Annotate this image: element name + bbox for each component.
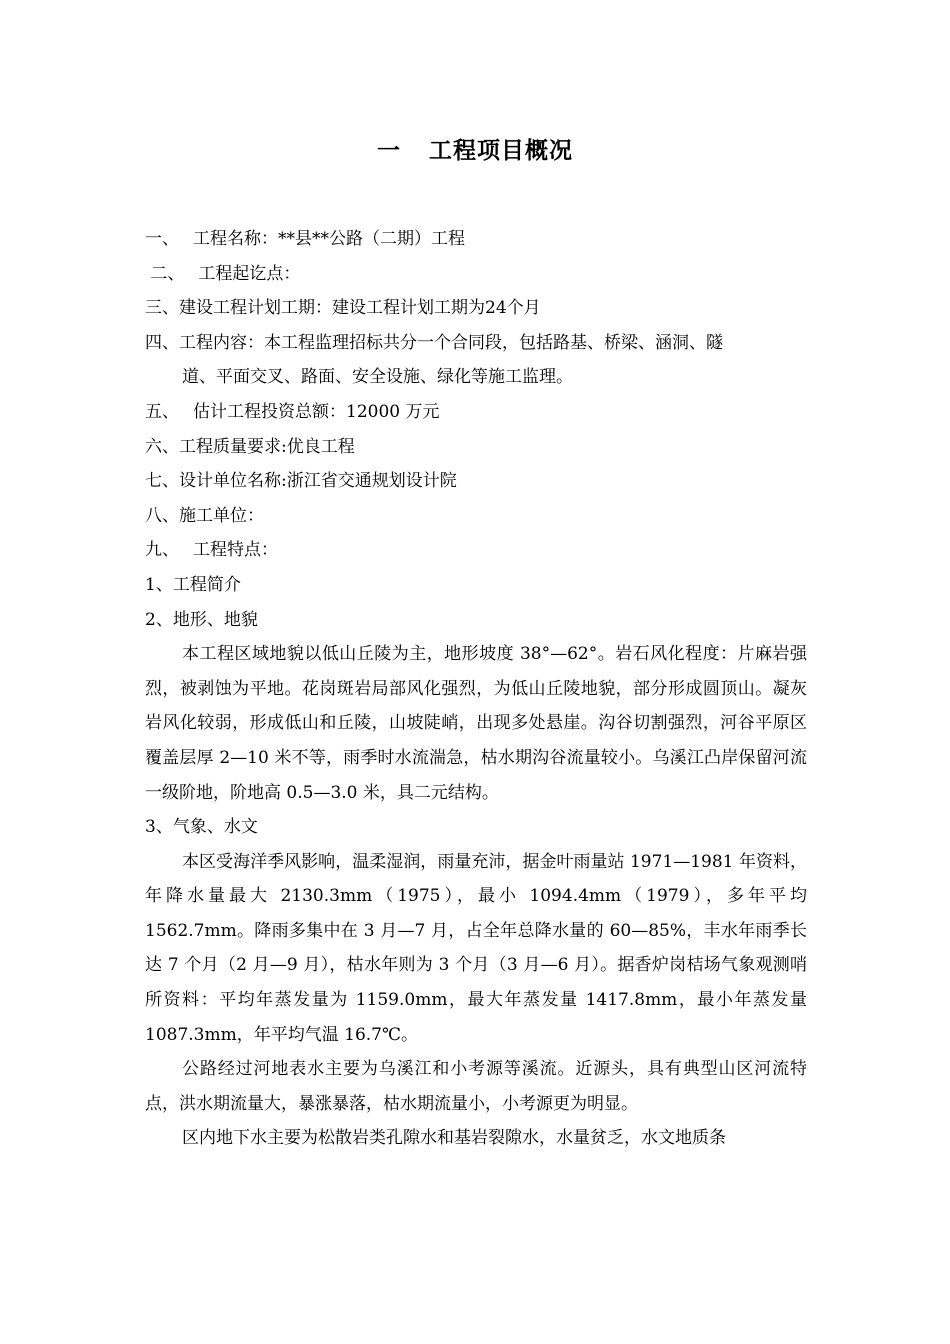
item-7: 七、设计单位名称:浙江省交通规划设计院 [145, 471, 457, 492]
paragraph-groundwater: 区内地下水主要为松散岩类孔隙水和基岩裂隙水，水量贫乏，水文地质条 [182, 1128, 726, 1149]
item-3: 三、建设工程计划工期：建设工程计划工期为24个月 [145, 298, 541, 319]
section-heading-3: 3、气象、水文 [145, 817, 258, 838]
title-number: 一 [377, 138, 401, 164]
item-1: 一、 工程名称：**县**公路（二期）工程 [145, 229, 465, 249]
paragraph-climate: 本区受海洋季风影响，温柔湿润，雨量充沛，据金叶雨量站 1971—1981 年资料，年降水量最大 2130.3mm（1975），最小 1094.4mm（1979），多年平均 1562.7mm。降雨多集中在 3 月—7 月，占全年总降水量的 60—85%，丰水年雨季长达 7 个月（2 月—9 月），枯水年则为 3 个月（3 月—6 月）。据香炉岗桔场气象观测哨所资料：平均年蒸发量为 1159.0mm，最大年蒸发量 1417.8mm，最小年蒸发量 1087.3mm，年平均气温 16.7℃。 [145, 851, 807, 1045]
item-4-continuation: 道、平面交叉、路面、安全设施、绿化等施工监理。 [182, 367, 573, 388]
document-body [145, 222, 807, 1156]
paragraph-terrain: 本工程区域地貌以低山丘陵为主，地形坡度 38°—62°。岩石风化程度：片麻岩强烈，被剥蚀为平地。花岗斑岩局部风化强烈，为低山丘陵地貌，部分形成圆顶山。凝灰岩风化较弱，形成低山和丘陵，山坡陡峭，出现多处悬崖。沟谷切割强烈，河谷平原区覆盖层厚 2—10 米不等，雨季时水流湍急，枯水期沟谷流量较小。乌溪江凸岸保留河流一级阶地，阶地高 0.5—3.0 米，具二元结构。 [145, 644, 807, 803]
item-8: 八、施工单位： [145, 505, 264, 526]
item-2: 二、 工程起讫点： [150, 263, 301, 284]
item-6: 六、工程质量要求:优良工程 [145, 436, 355, 457]
item-4: 四、工程内容：本工程监理招标共分一个合同段，包括路基、桥梁、涵洞、隧 [145, 332, 723, 353]
item-9: 九、 工程特点： [145, 540, 278, 561]
section-heading-2: 2、地形、地貌 [145, 609, 258, 630]
paragraph-surface-water: 公路经过河地表水主要为乌溪江和小考源等溪流。近源头，具有典型山区河流特点，洪水期流量大，暴涨暴落，枯水期流量小，小考源更为明显。 [145, 1059, 807, 1114]
page-title [0, 132, 950, 165]
item-5: 五、 估计工程投资总额：12000 万元 [145, 401, 440, 422]
section-heading-1: 1、工程简介 [145, 574, 241, 595]
title-text: 工程项目概况 [429, 138, 573, 164]
